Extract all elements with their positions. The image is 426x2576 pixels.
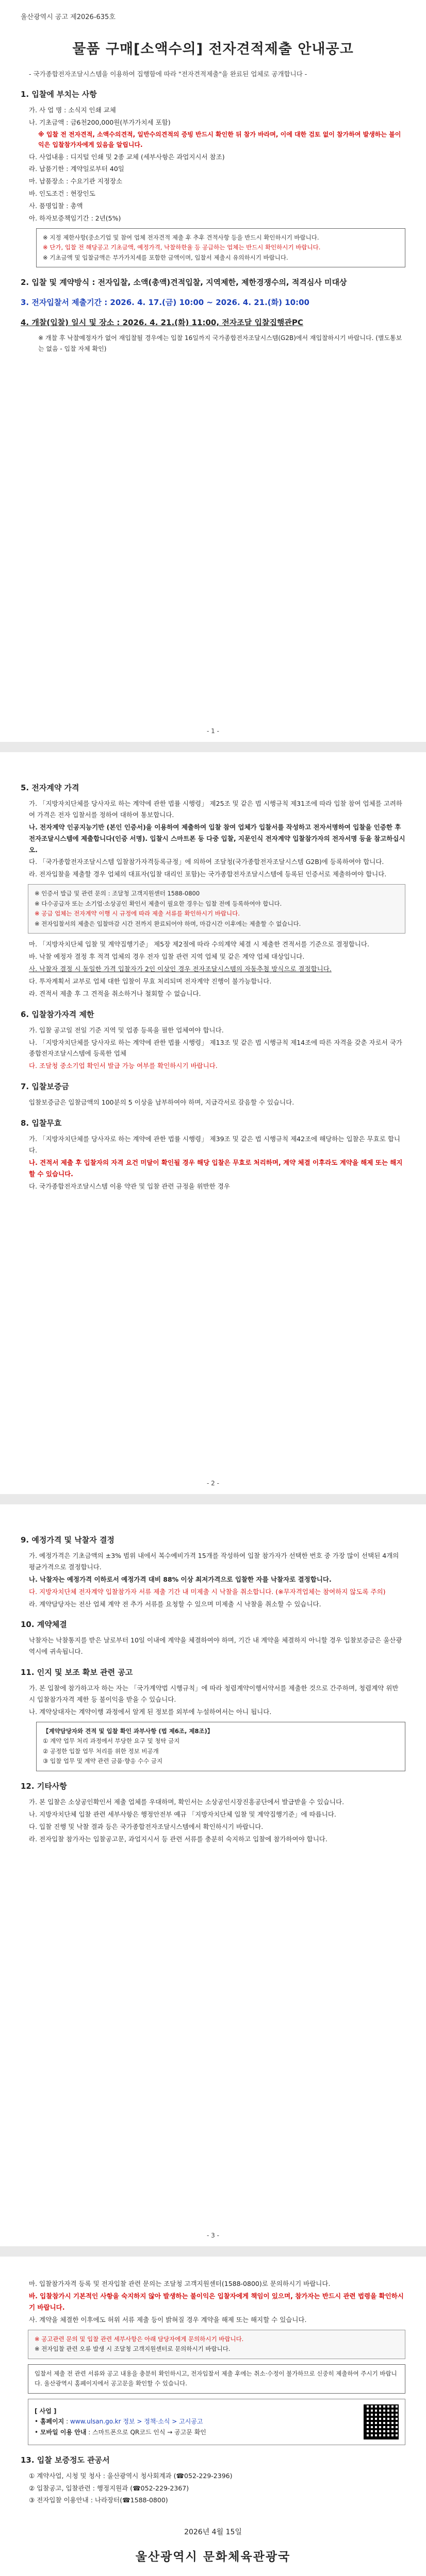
- s12-item: 낙찰자는 낙찰통지를 받은 날로부터 10일 이내에 계약을 체결하여야 하며, 기간 내 계약을 체결하지 아니할 경우 입찰보증금은 울산광역시에 귀속됩니다.: [29, 1636, 402, 1656]
- issuing-organization: 울산광역시 문화체육관광국: [135, 2550, 291, 2564]
- s5-item-c: 다. 「국가종합전자조달시스템 입찰참가자격등록규정」에 의하여 조달청(국가종합전자조달시스템 G2B)에 등록하여야 합니다.: [29, 858, 384, 866]
- s9-item-b: 나. 견적서 제출 후 입찰자의 자격 요건 미달이 확인될 경우 해당 입찰은 무효로 처리하며, 계약 체결 이후라도 계약을 해제 또는 해지할 수 있습니다.: [29, 1158, 403, 1178]
- contact-mobile-label: 모바일 이용 안내: [40, 2428, 87, 2436]
- s5-item-d: 라. 전자입찰을 제출할 경우 업체의 대표자(입찰 대리인 포함)는 국가종합전자조달시스템에 등록된 인증서로 제출하여야 합니다.: [29, 870, 387, 878]
- s16-item-a: ① 계약사업, 시청 및 청사 : 울산광역시 청사회계과 (☎052-229-2396): [29, 2471, 233, 2480]
- s5-item-f: 바. 낙찰 예정자 결정 후 적격 업체의 경우 전자 입찰 관련 지역 업체 및 같은 계약 업체 대상입니다.: [29, 953, 305, 961]
- s10-item-c: 다. 지방자치단체 전자계약 입찰참가자 서류 제출 기간 내 미제출 시 낙찰을 취소합니다. (※무자격업체는 참여하지 않도록 주의): [29, 1587, 386, 1596]
- s7-item-a: 가. 입찰 공고일 전일 기준 지역 및 업종 등록을 필한 업체여야 합니다.: [29, 1026, 224, 1034]
- s1-item-b: 나. 기초금액 : 금6천200,000원(부가가치세 포함): [29, 118, 171, 126]
- s5-notice-box: [28, 884, 405, 934]
- section-4-title: [21, 317, 405, 328]
- section-7-title: 7. 입찰보증금: [21, 1082, 69, 1092]
- s13-box-line: ① 계약 업무 처리 과정에서 부당한 요구 및 청탁 금지: [43, 1737, 180, 1745]
- s1-item-d: 라. 납품기한 : 계약일로부터 40일: [29, 165, 124, 173]
- page-separator: [0, 742, 426, 752]
- s15-long-notice: 입찰서 제출 전 관련 서류와 공고 내용을 충분히 확인하시고, 전자입찰서 제출 후에는 취소·수정이 불가하므로 신중히 제출하여 주시기 바랍니다. 울산광역시 홈페이지에서 공고문을 확인할 수 있습니다.: [28, 2364, 405, 2394]
- s1-box-line: ※ 기초금액 및 입찰금액은 부가가치세를 포함한 금액이며, 입찰서 제출시 유의하시기 바랍니다.: [43, 253, 288, 261]
- s16-item-c: ③ 전자입찰 이용안내 : 나라장터(☎1588-0800): [29, 2496, 168, 2504]
- s13-box-line: ③ 입찰 업무 및 계약 관련 금품·향응 수수 금지: [43, 1757, 163, 1765]
- s14-item-c: 다. 입찰 진행 및 낙찰 결과 등은 국가종합전자조달시스템에서 확인하시기 바랍니다.: [29, 1822, 264, 1831]
- contact-home: • 홈페이지 : www.ulsan.go.kr 정보 > 정책·소식 > 고시공고: [35, 2418, 203, 2426]
- s1-item-a: 가. 사 업 명 : 소식지 인쇄 교체: [29, 106, 116, 114]
- s13-duty-box: [36, 1722, 405, 1771]
- s5-item-b-text: 나. 전자계약 인공지능기반 (본인 인증서)을 이용하여 제출하여 입찰 참여 업체가 입찰서를 작성하고 전자서명하여 입찰을 인증한 후 전자조달시스템에 제출합니다(인증 서명). 입찰시 스마트폰 등 다중 입찰, 지문인식 전자계약 입찰참가자의 전자서명 등을 참고하십시오.: [29, 823, 405, 854]
- s5-item-g-text: 사. 낙찰자 결정 시 동일한 가격 입찰자가 2인 이상인 경우 전자조달시스템의 자동추첨 방식으로 결정합니다.: [29, 965, 332, 973]
- page-separator: [0, 1494, 426, 1504]
- page-number: - 3 -: [207, 2232, 219, 2239]
- contact-home-link[interactable]: www.ulsan.go.kr 정보 > 정책·소식 > 고시공고: [70, 2418, 203, 2426]
- page-3: [0, 1504, 426, 2246]
- qr-code-icon: [364, 2404, 399, 2439]
- section-3-title: [21, 297, 405, 308]
- section-2-title: 2. 입찰 및 계약방식 : 전자입찰, 소액(총액)견적입찰, 지역제한, 제한경쟁수의, 적격심사 미대상: [21, 278, 347, 287]
- s14-item-d: 라. 전자입찰 참가자는 입찰공고문, 과업지시서 등 관련 서류를 충분히 숙지하고 입찰에 참가하여야 합니다.: [29, 1835, 327, 1843]
- s5-item-a: 가. 「지방자치단체를 당사자로 하는 계약에 관한 법률 시행령」 제25조 및 같은 법 시행규칙 제31조에 따라 입찰 참여 업체를 고려하여 가격은 전자 입찰서를 정하여 대하여 통보합니다.: [29, 800, 402, 819]
- s6-item-a: 다. 투자계획서 교부로 업체 대한 입찰이 무효 처리되며 전자계약 진행이 불가능합니다.: [29, 977, 272, 985]
- s6-item-b: 라. 견적서 제출 후 그 견적을 취소하거나 철회할 수 없습니다.: [29, 989, 201, 997]
- s13-item-b: 나. 계약상대자는 계약이행 과정에서 알게 된 정보를 외부에 누설하여서는 아니 됩니다.: [29, 1707, 272, 1716]
- section-6-title: 6. 입찰참가자격 제한: [21, 1009, 94, 1019]
- s13-item-a: 가. 본 입찰에 참가하고자 하는 자는 「국가계약법 시행규칙」에 따라 청렴계약이행서약서를 제출한 것으로 간주하며, 청렴계약 위반 시 입찰참가자격 제한 등 불이익을 받을 수 있습니다.: [29, 1684, 399, 1703]
- page-number: - 1 -: [207, 727, 219, 735]
- section-1-title: 1. 입찰에 부치는 사항: [21, 90, 97, 99]
- s15-box-line: ※ 공고관련 문의 및 입찰 관련 세부사항은 아래 담당자에게 문의하시기 바랍니다.: [35, 2335, 244, 2343]
- s5-item-b: [29, 822, 405, 856]
- s1-box-line: ※ 단가, 입찰 전 해당공고 기초금액, 예정가격, 낙찰하한율 등 공급하는 업체는 반드시 확인하시기 바랍니다.: [43, 244, 321, 251]
- contact-home-label: 홈페이지: [40, 2418, 64, 2426]
- s11-item: 라. 계약담당자는 전산 업체 계약 전 추가 서류를 요청할 수 있으며 미제출 시 낙찰을 취소할 수 있습니다.: [29, 1600, 321, 1608]
- contact-text: [35, 2406, 206, 2437]
- contact-title: [ 사업 ]: [35, 2408, 57, 2415]
- s5-item-e: 마. 「지방자치단체 입찰 및 계약집행기준」 제5장 제2절에 따라 수의계약 체결 시 제출한 견적서를 기준으로 결정합니다.: [29, 940, 369, 948]
- s5-box-line: ※ 다수공급자 또는 소기업·소상공인 확인서 제출이 필요한 경우는 입찰 전에 등록하여야 합니다.: [35, 900, 282, 907]
- s5-box-line: ※ 인증서 발급 및 관련 문의 : 조달청 고객지원센터 1588-0800: [35, 890, 200, 897]
- s7-item-b: 나. 「지방자치단체를 당사자로 하는 계약에 관한 법률 시행령」 제13조 및 같은 법 시행규칙 제14조에 따른 자격을 갖춘 자로서 국가종합전자조달시스템에 등록한 업체: [29, 1038, 402, 1058]
- s1-warning: ※ 입찰 전 전자견적, 소액수의견적, 일반수의견적의 증빙 반드시 확인한 뒤 참가 바라며, 이에 대한 검토 없이 참가하여 발생하는 불이익은 입찰참가자에게 있음을 알립니다.: [38, 130, 401, 149]
- section-11-title: 11. 인지 및 보조 확보 관련 공고: [21, 1668, 133, 1677]
- s4-note: ※ 개찰 후 낙찰예정자가 없어 재입찰될 경우에는 입찰 16일까지 국가종합전자조달시스템(G2B)에서 재입찰하시기 바랍니다. (별도통보는 없음 - 입찰 자체 확인): [38, 334, 402, 352]
- section-5-title: 5. 전자계약 가격: [21, 783, 79, 792]
- section-12-title: 12. 기타사항: [21, 1781, 67, 1791]
- section-13-title: 13. 입찰 보증정도 관공서: [21, 2455, 110, 2465]
- s1-item-e: 마. 납품장소 : 수요기관 지정장소: [29, 177, 123, 185]
- s13-box-line: 【계약담당자와 견적 및 입찰 확인 과부사항 (법 제6조, 제8조)】: [43, 1727, 214, 1735]
- s3-text: 3. 전자입찰서 제출기간 : 2026. 4. 17.(금) 10:00 ~ 2026. 4. 21.(화) 10:00: [21, 298, 309, 308]
- issue-date: 2026년 4월 15일: [184, 2528, 242, 2537]
- s5-box-line: ※ 전자입찰서의 제출은 입찰마감 시간 전까지 완료되어야 하며, 마감시간 이후에는 제출할 수 없습니다.: [35, 920, 301, 927]
- s15-item-a: 마. 입찰참가자격 등록 및 전자입찰 관련 문의는 조달청 고객지원센터(1588-0800)로 문의하시기 바랍니다.: [29, 2280, 331, 2287]
- page-2: [0, 752, 426, 1494]
- s1-notice-box: [36, 228, 405, 268]
- s8-item: 입찰보증금은 입찰금액의 100분의 5 이상을 납부하여야 하며, 지급각서로 갈음할 수 있습니다.: [29, 1098, 294, 1107]
- s1-box-line: ※ 지정 제한사항(중소기업 및 참여 업체 전자견적 제출 후 추후 견적사항 등을 반드시 확인하시기 바랍니다.: [43, 233, 319, 241]
- contact-mobile-value: 스마트폰으로 QR코드 인식 → 공고문 확인: [92, 2428, 206, 2436]
- s1-item-g: 사. 품명입찰 : 총액: [29, 202, 83, 210]
- s7-item-c: 다. 조달청 중소기업 확인서 발급 가능 여부를 확인하시기 바랍니다.: [29, 1062, 218, 1070]
- s5-item-g: [29, 963, 405, 975]
- page-1: [0, 0, 426, 742]
- contact-mobile: • 모바일 이용 안내 : 스마트폰으로 QR코드 인식 → 공고문 확인: [35, 2428, 206, 2436]
- s15-item-b: 바. 입찰참가시 기본적인 사항을 숙지하지 않아 발생하는 불이익은 입찰자에게 책임이 있으며, 참가자는 반드시 관련 법령을 확인하시기 바랍니다.: [29, 2292, 404, 2311]
- contact-box: [28, 2399, 405, 2445]
- s15-box-line: ※ 전자입찰 관련 오류 발생 시 조달청 고객지원센터로 문의하시기 바랍니다.: [35, 2345, 231, 2353]
- notice-number: 울산광역시 공고 제2026-635호: [21, 13, 116, 21]
- s14-item-b: 나. 지방자치단체 입찰 관련 세부사항은 행정안전부 예규 「지방자치단체 입찰 및 계약집행기준」에 따릅니다.: [29, 1810, 336, 1818]
- section-10-title: 10. 계약체결: [21, 1620, 67, 1630]
- s10-item-b: 나. 낙찰자는 예정가격 이하로서 예정가격 대비 88% 이상 최저가격으로 입찰한 자를 낙찰자로 결정합니다.: [29, 1575, 332, 1583]
- page-number: - 2 -: [207, 1480, 219, 1487]
- lead-text: - 국가종합전자조달시스템을 이용하여 집행함에 따라 "전자견적제출"을 완료된 업체로 공개합니다 -: [29, 70, 307, 78]
- s10-item-a: 가. 예정가격은 기초금액의 ±3% 범위 내에서 복수예비가격 15개를 작성하여 입찰 참가자가 선택한 번호 중 가장 많이 선택된 4개의 평균가격으로 결정합니다.: [29, 1552, 399, 1571]
- s4-text: 4. 개찰(입찰) 일시 및 장소 : 2026. 4. 21.(화) 11:00, 전자조달 입찰집행관PC: [21, 318, 303, 328]
- s14-item-a: 가. 본 입찰은 소상공인확인서 제출 업체를 우대하며, 확인서는 소상공인시장진흥공단에서 발급받을 수 있습니다.: [29, 1798, 345, 1806]
- s5-box-line: ※ 공급 업체는 전자계약 이행 시 규정에 따라 제출 서류를 확인하시기 바랍니다.: [35, 910, 240, 918]
- s15-notice-box: [28, 2330, 405, 2359]
- s1-item-h: 아. 하자보증책임기간 : 2년(5%): [29, 214, 121, 222]
- section-9-title: 9. 예정가격 및 낙찰자 결정: [21, 1535, 114, 1545]
- s1-item-c: 다. 사업내용 : 디지털 인쇄 및 2종 교체 (세부사항은 과업지시서 참조): [29, 152, 225, 161]
- page-4: [0, 2257, 426, 2576]
- s1-item-f: 바. 인도조건 : 현장인도: [29, 190, 95, 198]
- s9-item-a: 가. 「지방자치단체를 당사자로 하는 계약에 관한 법률 시행령」 제39조 및 같은 법 시행규칙 제42조에 해당하는 입찰은 무효로 합니다.: [29, 1135, 401, 1154]
- s16-item-b: ② 입찰공고, 입찰관련 : 행정지원과 (☎052-229-2367): [29, 2484, 189, 2492]
- section-8-title: 8. 입찰무효: [21, 1118, 62, 1128]
- page-title: 물품 구매[소액수의] 전자견적제출 안내공고: [72, 41, 354, 57]
- s15-item-c: 사. 계약을 체결한 이후에도 허위 서류 제출 등이 밝혀질 경우 계약을 해제 또는 해지할 수 있습니다.: [29, 2315, 307, 2324]
- s13-box-line: ② 공정한 입찰 업무 처리를 위한 정보 비공개: [43, 1747, 159, 1755]
- s9-item-c: 다. 국가종합전자조달시스템 이용 약관 및 입찰 관련 규정을 위반한 경우: [29, 1182, 230, 1190]
- page-separator: [0, 2246, 426, 2257]
